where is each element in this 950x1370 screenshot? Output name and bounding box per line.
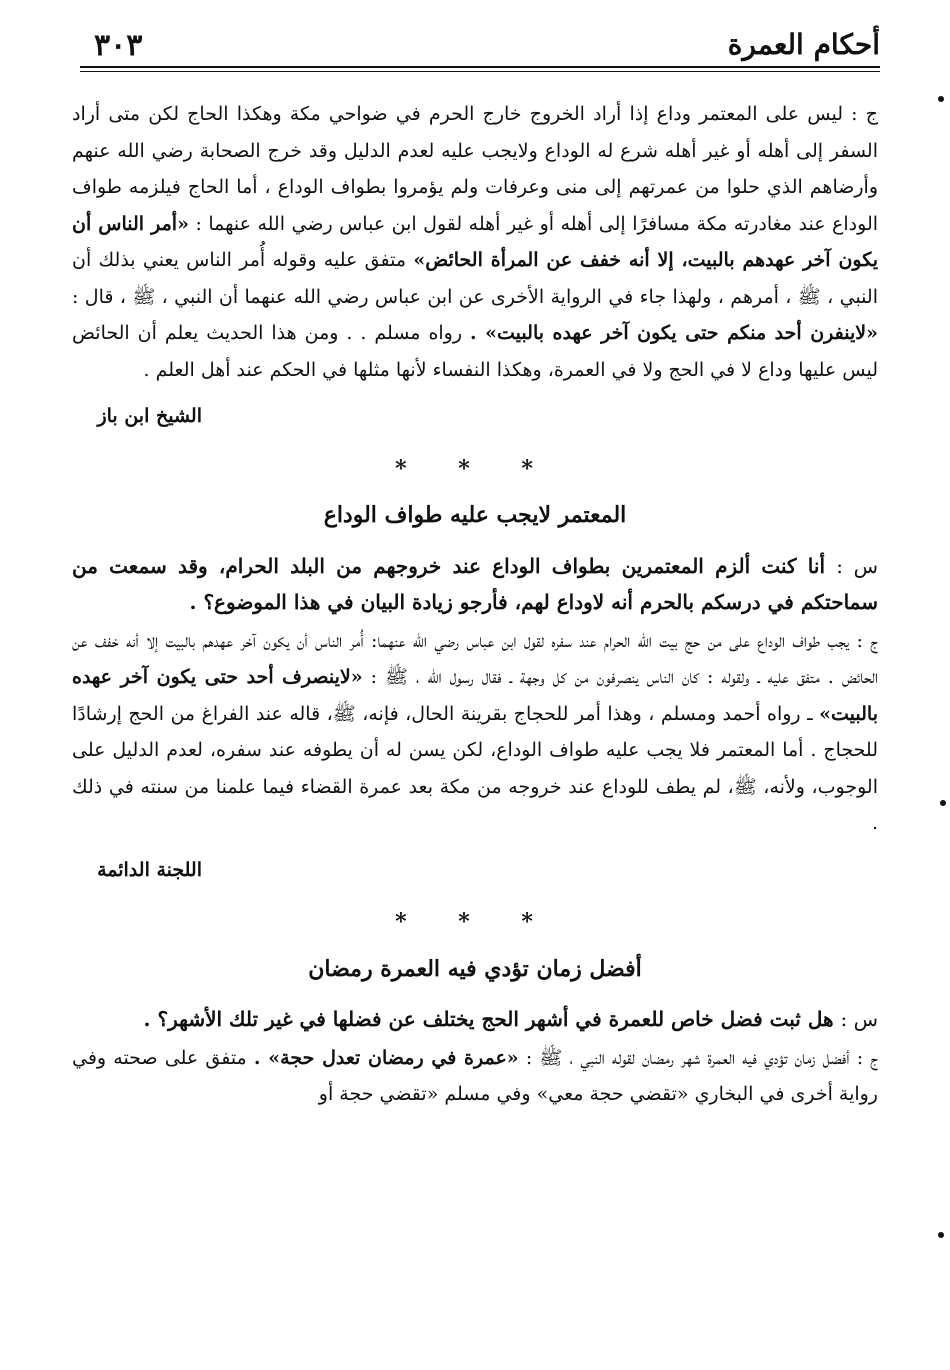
question-text: أنا كنت ألزم المعتمرين بطواف الوداع عند خروجهم من البلد الحرام، وقد سمعت من سماحتكم في درسكم بالحرم أنه لاوداع لهم، فأرجو زيادة البيان في هذا الموضوع؟ . xyxy=(72,553,878,614)
fatwa-signature: اللجنة الدائمة xyxy=(97,858,202,881)
fatwa-question-2 xyxy=(72,548,878,621)
fatwa-answer-1 xyxy=(72,96,878,388)
section-heading: أفضل زمان تؤدي فيه العمرة رمضان xyxy=(308,955,642,982)
answer-text: ـ رواه أحمد ومسلم ، وهذا أمر للحجاج بقرينة الحال، فإنه، ﷺ، قاله عند الفراغ من الحج إرشادًا للحجاج . أما المعتمر فلا يجب عليه طواف الوداع، لكن يسن له أن يطوفه عند سفره، لعدم الدليل على الوجوب، ولأنه، ﷺ، لم يطف للوداع عند خروجه من مكة بعد عمرة القضاء فيما علمنا من سنته في ذلك . xyxy=(72,702,878,834)
answer-prefix: ج : xyxy=(856,629,878,652)
header-rule-thin xyxy=(80,71,880,72)
page-content xyxy=(72,96,878,1113)
answer-text: ليس على المعتمر وداع إذا أراد الخروج خارج الحرم في ضواحي مكة وهكذا الحاج لكن متى أراد السفر إلى أهله أو غير أهله شرع له الوداع ولايجب عليه لعدم الدليل وقد خرج الصحابة رضي الله عنهم وأرضاهم الذي حلوا من عمرتهم إلى منى وعرفات ولم يؤمروا بطواف الوداع ، أما الحاج فيلزمه طواف الوداع عند مغادرته مكة مسافرًا إلى أهله أو غير أهله لقول ابن عباس رضي الله عنهما : xyxy=(72,103,879,235)
answer-text: يجب طواف الوداع على من حج بيت الله الحرام عند سفره لقول ابن عباس رضي الله عنهما: أُمر الناس أن يكون آخر عهدهم بالبيت إلا أنه خفف عن الحائض . متفق عليه ـ ولقوله : كان الناس ينصرفون من كل وجهة ـ فقال رسول الله ، ﷺ : xyxy=(72,629,879,688)
scan-mark xyxy=(940,800,946,806)
page-number: ٣٠٣ xyxy=(94,28,143,63)
header-rule xyxy=(80,66,880,68)
answer-prefix: ج : xyxy=(856,1046,878,1069)
question-prefix: س : xyxy=(836,553,879,578)
hadith-quote: «أمر الناس أن يكون آخر عهدهم بالبيت، إلا أنه خفف عن المرأة الحائض» xyxy=(72,212,878,271)
hadith-quote: «لاينصرف أحد حتى يكون آخر عهده بالبيت» xyxy=(72,666,878,725)
fatwa-answer-2 xyxy=(72,623,878,842)
answer-text: متفق عليه وقوله أُمر الناس يعني بذلك أن النبي ، ﷺ ، أمرهم ، ولهذا جاء في الرواية الأخرى عن ابن عباس رضي الله عنهما أن النبي ، ﷺ ، قال : xyxy=(72,249,878,308)
question-text: هل ثبت فضل خاص للعمرة في أشهر الحج يختلف عن فضلها في غير تلك الأشهر؟ . xyxy=(143,1007,834,1031)
fatwa-question-3 xyxy=(72,1001,878,1038)
answer-text: أفضل زمان تؤدي فيه العمرة شهر رمضان لقوله النبي ، ﷺ : xyxy=(525,1046,850,1069)
answer-prefix: ج : xyxy=(851,103,878,125)
answer-text: رواه مسلم . . ومن هذا الحديث يعلم أن الحائض ليس عليها وداع لا في الحج ولا في العمرة، وهكذا النفساء لأنها مثلها في الحكم عند أهل العلم . xyxy=(72,322,878,381)
page-header xyxy=(80,22,880,72)
fatwa-signature: الشيخ ابن باز xyxy=(97,405,202,427)
fatwa-answer-3 xyxy=(72,1040,878,1113)
section-heading: المعتمر لايجب عليه طواف الوداع xyxy=(323,502,627,528)
book-title: أحكام العمرة xyxy=(727,28,880,61)
question-prefix: س : xyxy=(840,1007,878,1031)
section-separator: * * * xyxy=(395,909,555,935)
scan-mark xyxy=(938,1232,944,1238)
hadith-quote: «عمرة في رمضان تعدل حجة» . xyxy=(253,1046,519,1069)
section-separator: * * * xyxy=(395,455,555,482)
answer-text: متفق على صحته وفي رواية أخرى في البخاري «تقضي حجة معي» وفي مسلم «تقضي حجة أو xyxy=(72,1046,878,1105)
scan-mark xyxy=(938,96,944,102)
hadith-quote: «لاينفرن أحد منكم حتى يكون آخر عهده بالبيت» . xyxy=(470,322,878,344)
